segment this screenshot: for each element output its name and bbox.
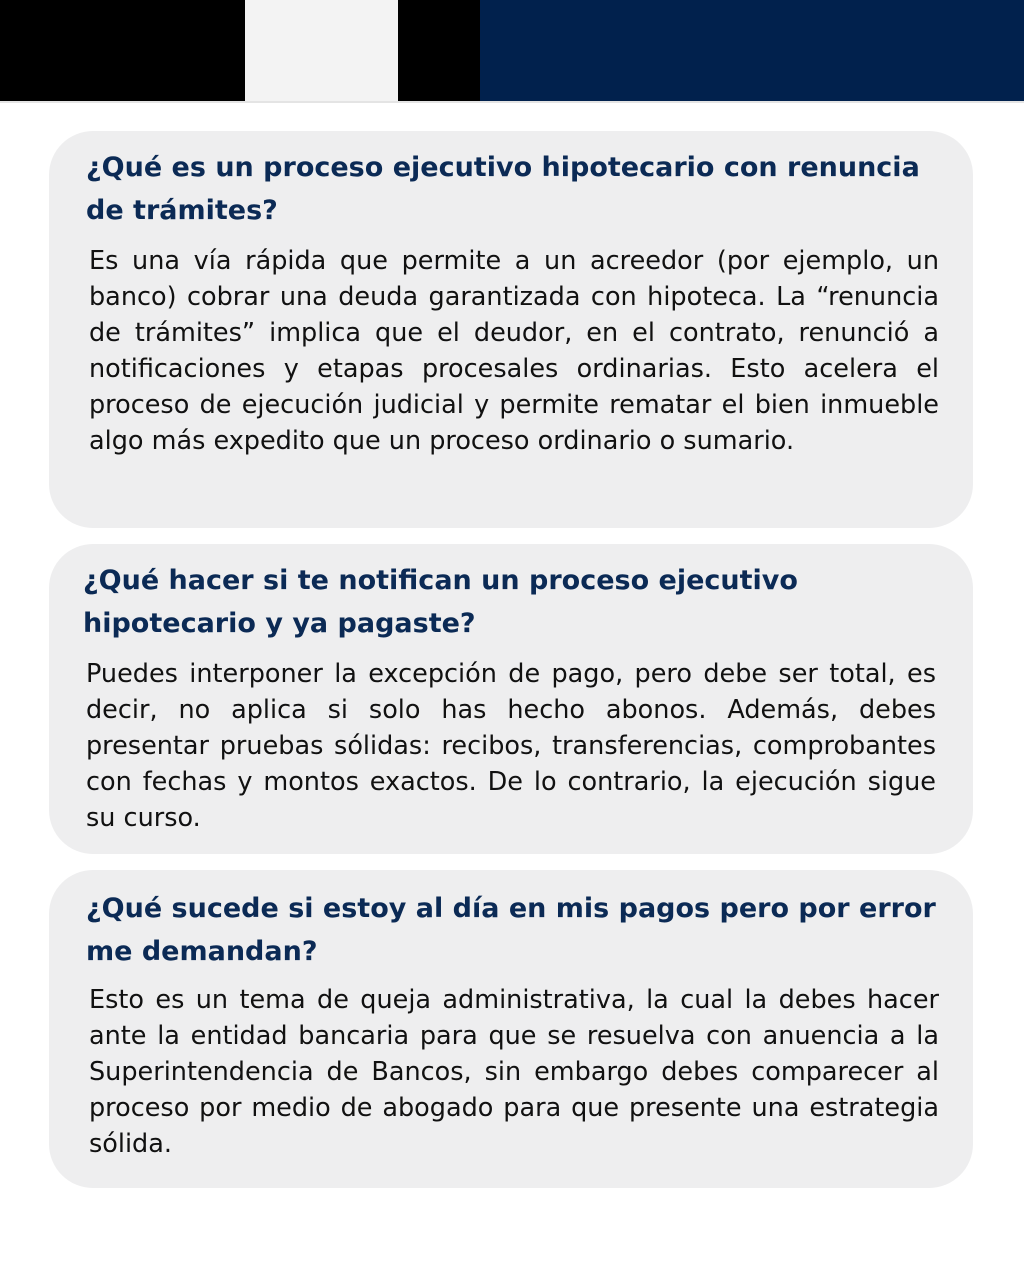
faq-answer-3: Esto es un tema de queja administrativa, la cual la debes hacer ante la entidad bancaria para que se resuelva con anuencia a la Superintendencia de Bancos, sin embargo debes comparecer al proceso por medio de abogado para que presente una estrategia sólida. [89,985,939,1159]
faq-answer-1: Es una vía rápida que permite a un acreedor (por ejemplo, un banco) cobrar una deuda garantizada con hipoteca. La “renuncia de trámites” implica que el deudor, en el contrato, renunció a notificaciones y etapas procesales ordinarias. Esto acelera el proceso de ejecución judicial y permite rematar el bien inmueble algo más expedito que un proceso ordinario o sumario. [89,246,939,456]
faq-question-3: ¿Qué sucede si estoy al día en mis pagos pero por error me demandan? [86,893,936,967]
header-block-white [245,0,398,101]
header-divider [0,101,1024,103]
faq-question-2: ¿Qué hacer si te notifican un proceso ejecutivo hipotecario y ya pagaste? [83,565,798,639]
header-block-navy [480,0,1024,101]
header-color-bar [0,0,1024,101]
faq-card-3 [49,870,973,1188]
faq-question-1: ¿Qué es un proceso ejecutivo hipotecario con renuncia de trámites? [86,152,920,226]
faq-card-2 [49,544,973,854]
faq-answer-2: Puedes interponer la excepción de pago, pero debe ser total, es decir, no aplica si solo has hecho abonos. Además, debes presentar pruebas sólidas: recibos, transferencias, comprobantes con fechas y montos exactos. De lo contrario, la ejecución sigue su curso. [86,659,936,833]
header-block-black-middle [398,0,480,101]
header-block-black-left [0,0,245,101]
faq-card-1 [49,131,973,528]
